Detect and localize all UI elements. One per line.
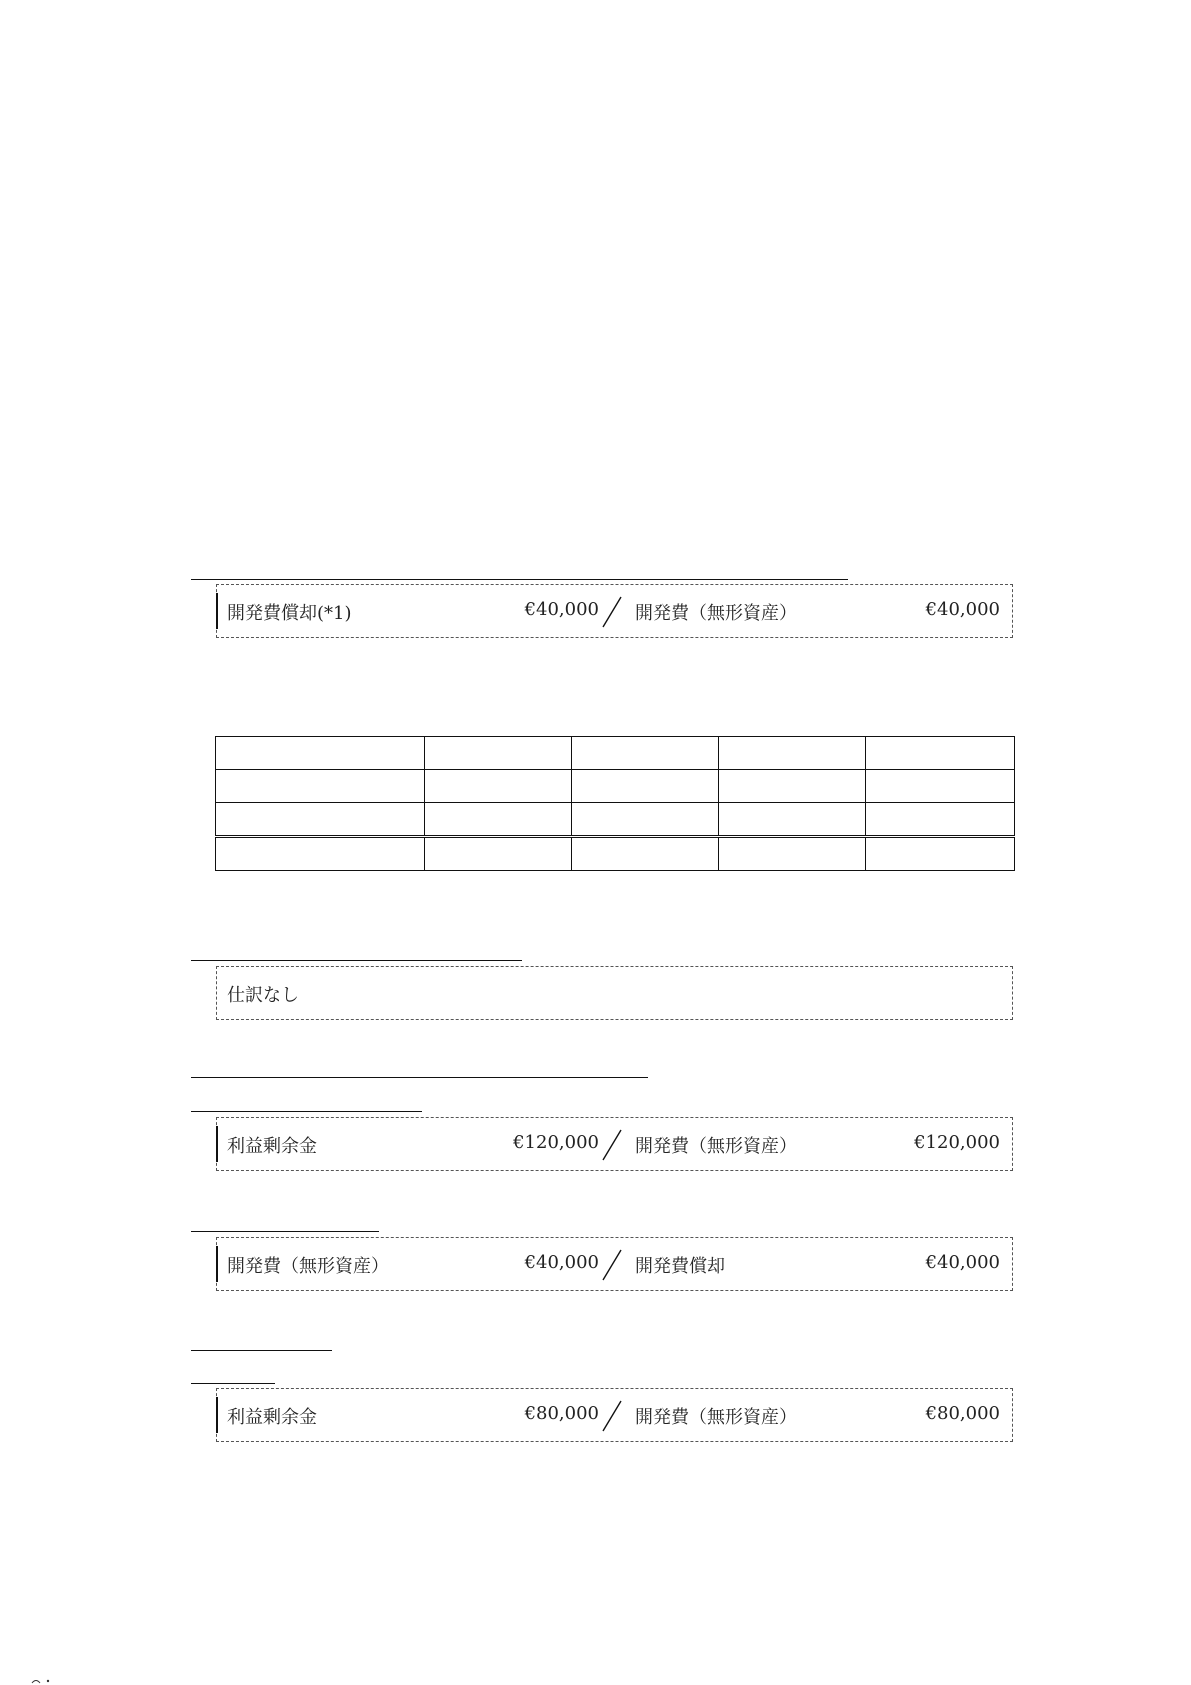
journal-entry-amortization bbox=[216, 584, 1013, 638]
table-cell bbox=[719, 803, 866, 837]
table-cell bbox=[719, 770, 866, 803]
slash-separator-icon bbox=[601, 595, 623, 629]
table-cell bbox=[572, 803, 719, 837]
heading-underline-5 bbox=[191, 1231, 379, 1232]
debit-account: 開発費（無形資産） bbox=[227, 1256, 389, 1277]
journal-entry-retained-earnings-2 bbox=[216, 1388, 1013, 1442]
table-cell bbox=[425, 803, 572, 837]
table-cell bbox=[866, 770, 1015, 803]
debit-amount: €80,000 bbox=[524, 1403, 599, 1424]
journal-entry-retained-earnings bbox=[216, 1117, 1013, 1171]
heading-underline-7 bbox=[191, 1383, 275, 1384]
journal-entry-none bbox=[216, 966, 1013, 1020]
table-cell bbox=[425, 770, 572, 803]
slash-separator-icon bbox=[601, 1128, 623, 1162]
table-row bbox=[216, 770, 1015, 803]
table-cell bbox=[572, 770, 719, 803]
corner-mark-icon bbox=[30, 1672, 54, 1684]
table-cell bbox=[866, 837, 1015, 871]
table-total-row bbox=[216, 837, 1015, 871]
credit-amount: €80,000 bbox=[925, 1403, 1000, 1424]
no-entry-text: 仕訳なし bbox=[227, 985, 299, 1006]
entry-marker bbox=[216, 593, 218, 629]
debit-amount: €120,000 bbox=[513, 1132, 599, 1153]
table-cell bbox=[216, 770, 425, 803]
credit-account: 開発費（無形資産） bbox=[635, 603, 797, 624]
debit-amount: €40,000 bbox=[524, 599, 599, 620]
debit-account: 利益剰余金 bbox=[227, 1407, 317, 1428]
credit-amount: €40,000 bbox=[925, 599, 1000, 620]
table-cell bbox=[425, 837, 572, 871]
credit-account: 開発費（無形資産） bbox=[635, 1136, 797, 1157]
table-cell bbox=[216, 837, 425, 871]
table-row bbox=[216, 803, 1015, 837]
credit-account: 開発費償却 bbox=[635, 1256, 725, 1277]
table-row bbox=[216, 737, 1015, 770]
table-cell bbox=[719, 837, 866, 871]
journal-entry-reversal bbox=[216, 1237, 1013, 1291]
table-cell bbox=[866, 737, 1015, 770]
table-cell bbox=[572, 837, 719, 871]
debit-amount: €40,000 bbox=[524, 1252, 599, 1273]
heading-underline-6 bbox=[191, 1350, 332, 1351]
table-cell bbox=[719, 737, 866, 770]
table-cell bbox=[216, 803, 425, 837]
entry-marker bbox=[216, 1397, 218, 1433]
credit-amount: €40,000 bbox=[925, 1252, 1000, 1273]
entry-marker bbox=[216, 1126, 218, 1162]
heading-underline-2 bbox=[191, 960, 522, 961]
table-cell bbox=[216, 737, 425, 770]
debit-account: 利益剰余金 bbox=[227, 1136, 317, 1157]
heading-underline-1 bbox=[191, 579, 848, 580]
credit-amount: €120,000 bbox=[914, 1132, 1000, 1153]
table-cell bbox=[572, 737, 719, 770]
slash-separator-icon bbox=[601, 1399, 623, 1433]
table-cell bbox=[425, 737, 572, 770]
heading-underline-3 bbox=[191, 1077, 648, 1078]
debit-account: 開発費償却(*1) bbox=[227, 603, 352, 624]
table-cell bbox=[866, 803, 1015, 837]
slash-separator-icon bbox=[601, 1248, 623, 1282]
amortization-table bbox=[215, 736, 1015, 871]
entry-marker bbox=[216, 1246, 218, 1282]
credit-account: 開発費（無形資産） bbox=[635, 1407, 797, 1428]
heading-underline-4 bbox=[191, 1111, 422, 1112]
